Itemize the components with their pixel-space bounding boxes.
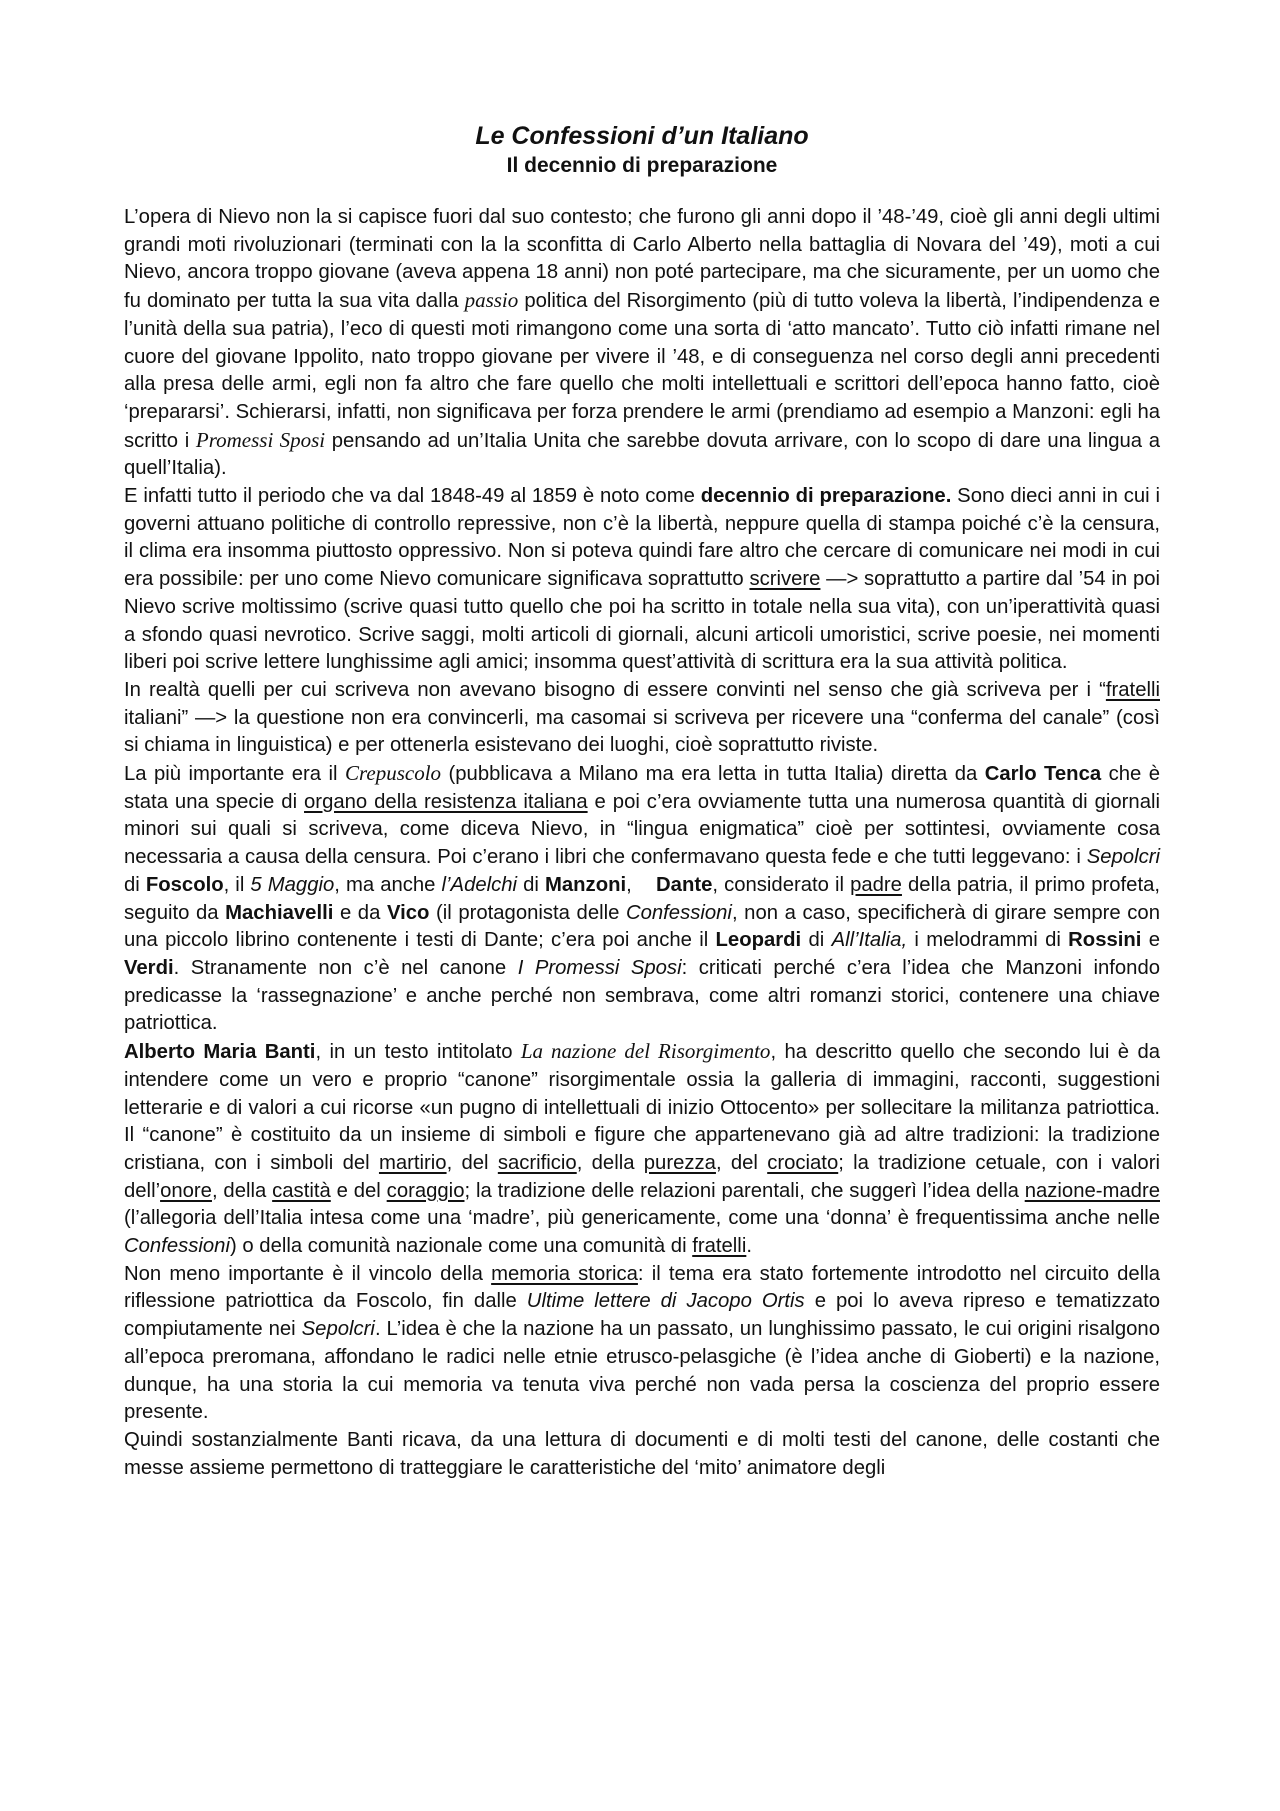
journal-title-crepuscolo: Crepuscolo xyxy=(345,761,442,786)
text-run: e da xyxy=(333,901,387,924)
bold-leopardi: Leopardi xyxy=(715,929,802,952)
text-run: i melodrammi di xyxy=(907,929,1069,952)
text-run: , in un testo intitolato xyxy=(315,1041,521,1064)
text-run: e del xyxy=(330,1179,387,1202)
underline-purezza: purezza xyxy=(643,1151,716,1174)
text-run: (il protagonista delle xyxy=(429,901,626,924)
paragraph-1 xyxy=(124,204,1160,483)
book-title-nazione-risorgimento: La nazione del Risorgimento xyxy=(520,1039,771,1064)
paragraph-6 xyxy=(124,1261,1160,1427)
paragraph-5 xyxy=(124,1038,1160,1261)
text-run: di xyxy=(124,873,146,896)
bold-foscolo: Foscolo xyxy=(145,873,224,896)
underline-fratelli: fratelli xyxy=(1105,678,1160,701)
text-run: : criticati perché c’era l’idea che Manzoni infondo predicasse la ‘rassegnazione’ e anche perché non sembrava, come altri romanzi storici, contenere una chiave patriottica. xyxy=(124,956,1161,1035)
book-title-promessi-sposi: Promessi Sposi xyxy=(195,427,326,452)
text-run: e xyxy=(1141,929,1160,952)
paragraph-2 xyxy=(124,483,1160,677)
text-run: , ha descritto quello che secondo lui è da intendere come un vero e proprio “canone” risorgimentale ossia la galleria di immagini, racconti, suggestioni letterarie e di valori a cui ricorse «un pugno di intellettuali di inizio Ottocento» per sollecitare la militanza patriottica. Il “canone” è costituito da un insieme di simboli e figure che appartenevano già ad altre tradizioni: la tradizione cristiana, con i simboli del xyxy=(124,1041,1161,1174)
text-run: , ma anche xyxy=(334,873,442,896)
text-run: della patria, il primo profeta, seguito da xyxy=(124,873,1160,924)
text-run: , della xyxy=(211,1179,273,1202)
text-run: . xyxy=(746,1235,752,1258)
text-run: . Stranamente non c’è nel canone xyxy=(173,956,518,979)
text-run: ) o della comunità nazionale come una comunità di xyxy=(229,1235,693,1258)
bold-dante: Dante xyxy=(656,873,713,896)
text-run: , della xyxy=(576,1151,644,1174)
bold-machiavelli: Machiavelli xyxy=(225,901,334,924)
bold-decennio: decennio di preparazione. xyxy=(700,485,952,508)
book-title-confessioni: Confessioni xyxy=(124,1235,230,1258)
book-title-adelchi: l’Adelchi xyxy=(441,873,518,896)
book-title-sepolcri: Sepolcri xyxy=(301,1318,375,1341)
text-run: L’opera di Nievo non la si capisce fuori dal suo contesto; che furono gli anni dopo il ’48-’49, cioè gli anni degli ultimi grandi moti rivoluzionari (terminati con la la sconfitta di Carlo Alberto nella battaglia di Novara del ’49), moti a cui Nievo, ancora troppo giovane (aveva appena 18 anni) non poté partecipare, ma che sicuramente, per un uomo che fu dominato per tutta la sua vita dalla xyxy=(124,206,1160,313)
document-title: Le Confessioni d’un Italiano xyxy=(475,122,809,150)
underline-sacrificio: sacrificio xyxy=(497,1151,577,1174)
text-run: , del xyxy=(715,1151,768,1174)
book-title-5-maggio: 5 Maggio xyxy=(250,873,335,896)
book-title-i-promessi-sposi: I Promessi Sposi xyxy=(517,956,682,979)
paragraph-4 xyxy=(124,760,1160,1038)
book-title-sepolcri: Sepolcri xyxy=(1086,846,1160,869)
text-run: ; la tradizione cetuale, con i valori dell’ xyxy=(124,1151,1160,1202)
text-run: : il tema era stato fortemente introdotto nel circuito della riflessione patriottica da Foscolo, fin dalle xyxy=(124,1262,1160,1313)
text-run: , non a caso, specificherà di girare sempre con una piccolo librino contenente i testi di Dante; c’era poi anche il xyxy=(124,901,1160,952)
text-run: pensando ad un’Italia Unita che sarebbe dovuta arrivare, con lo scopo di dare una lingua a quell’Italia). xyxy=(124,429,1160,480)
document-page xyxy=(124,120,1160,1482)
underline-scrivere: scrivere xyxy=(749,568,821,591)
text-run: Non meno importante è il vincolo della xyxy=(124,1262,492,1285)
text-run: , il xyxy=(223,873,251,896)
document-subtitle: Il decennio di preparazione xyxy=(506,154,778,177)
bold-banti: Alberto Maria Banti xyxy=(124,1041,316,1064)
underline-castita: castità xyxy=(272,1179,331,1202)
underline-memoria-storica: memoria storica xyxy=(491,1262,638,1285)
text-run: , xyxy=(626,873,657,896)
text-run: , del xyxy=(446,1151,498,1174)
underline-fratelli: fratelli xyxy=(692,1235,747,1258)
book-title-all-italia: All’Italia, xyxy=(831,929,908,952)
emphasis-passio: passio xyxy=(464,288,519,313)
underline-padre: padre xyxy=(850,873,902,896)
bold-manzoni: Manzoni xyxy=(544,873,627,896)
text-run: (pubblicava a Milano ma era letta in tutta Italia) diretta da xyxy=(441,763,985,786)
text-run: In realtà quelli per cui scriveva non avevano bisogno di essere convinti nel senso che già scriveva per i “ xyxy=(124,678,1106,701)
document-body xyxy=(124,204,1160,1482)
text-run: Sono dieci anni in cui i governi attuano politiche di controllo repressive, non c’è la libertà, neppure quella di stampa poiché c’è la censura, il clima era insomma piuttosto oppressivo. Non si poteva quindi fare altro che cercare di comunicare nei modi in cui era possibile: per uno come Nievo comunicare significava soprattutto xyxy=(124,485,1160,591)
text-run: politica del Risorgimento (più di tutto voleva la libertà, l’indipendenza e l’unità della sua patria), l’eco di questi moti rimangono come una sorta di ‘atto mancato’. Tutto ciò infatti rimane nel cuore del giovane Ippolito, nato troppo giovane per vivere il ’48, e di conseguenza nel corso degli anni precedenti alla presa delle armi, egli non fa altro che fare quello che molti intellettuali e scrittori dell’epoca hanno fatto, cioè ‘prepararsi’. Schierarsi, infatti, non significava per forza prendere le armi (prendiamo ad esempio a Manzoni: egli ha scritto i xyxy=(124,290,1161,452)
text-run: (l’allegoria dell’Italia intesa come una ‘madre’, più genericamente, come una ‘donna’ è frequentissima anche nelle xyxy=(124,1207,1160,1230)
book-title-confessioni: Confessioni xyxy=(625,901,732,924)
underline-crociato: crociato xyxy=(767,1151,839,1174)
underline-onore: onore xyxy=(160,1179,212,1202)
text-run: La più importante era il xyxy=(124,763,345,786)
bold-carlo-tenca: Carlo Tenca xyxy=(984,763,1102,786)
book-title-jacopo-ortis: Ultime lettere di Jacopo Ortis xyxy=(526,1290,805,1313)
underline-coraggio: coraggio xyxy=(386,1179,465,1202)
underline-martirio: martirio xyxy=(378,1151,447,1174)
underline-organo: organo della resistenza italiana xyxy=(304,790,588,813)
text-run: E infatti tutto il periodo che va dal 1848-49 al 1859 è noto come xyxy=(124,485,701,508)
text-run: e poi c’era ovviamente tutta una numerosa quantità di giornali minori sui quali si scriveva, come diceva Nievo, in “lingua enigmatica” cioè per sottintesi, ovviamente cosa necessaria a causa della censura. Poi c’erano i libri che confermavano questa fede e che tutti leggevano: i xyxy=(124,790,1160,869)
text-run: , considerato il xyxy=(712,873,851,896)
text-run: —> soprattutto a partire dal ’54 in poi Nievo scrive moltissimo (scrive quasi tutto quello che poi ha scritto in totale nella sua vita), con un’iperattività quasi a sfondo quasi nevrotico. Scrive saggi, molti articoli di giornali, alcuni articoli umoristici, scrive poesie, nei momenti liberi poi scrive lettere lunghissime agli amici; insomma quest’attività di scrittura era la sua attività politica. xyxy=(124,568,1161,674)
text-run: che è stata una specie di xyxy=(124,763,1161,813)
text-run: ; la tradizione delle relazioni parentali, che suggerì l’idea della xyxy=(464,1179,1025,1202)
bold-verdi: Verdi xyxy=(124,956,174,979)
text-run: di xyxy=(801,929,832,952)
underline-nazione-madre: nazione-madre xyxy=(1024,1179,1160,1202)
text-run: . L’idea è che la nazione ha un passato, un lunghissimo passato, le cui origini risalgono all’epoca preromana, affondano le radici nelle etnie etrusco-pelasgiche (è l’idea anche di Gioberti) e la nazione, dunque, ha una storia la cui memoria va tenuta viva perché non vada persa la coscienza del proprio essere presente. xyxy=(124,1318,1160,1424)
text-run: di xyxy=(517,873,545,896)
paragraph-3 xyxy=(124,677,1160,760)
paragraph-7 xyxy=(124,1427,1160,1482)
text-run: Quindi sostanzialmente Banti ricava, da una lettura di documenti e di molti testi del canone, delle costanti che messe assieme permettono di tratteggiare le caratteristiche del ‘mito’ animatore degli xyxy=(124,1428,1160,1479)
bold-vico: Vico xyxy=(386,901,430,924)
bold-rossini: Rossini xyxy=(1068,929,1142,952)
text-run: e poi lo aveva ripreso e tematizzato compiutamente nei xyxy=(124,1290,1161,1341)
text-run: italiani” —> la questione non era convincerli, ma casomai si scriveva per ricevere una “conferma del canale” (così si chiama in linguistica) e per ottenerla esistevano dei luoghi, cioè soprattutto riviste. xyxy=(124,706,1160,757)
